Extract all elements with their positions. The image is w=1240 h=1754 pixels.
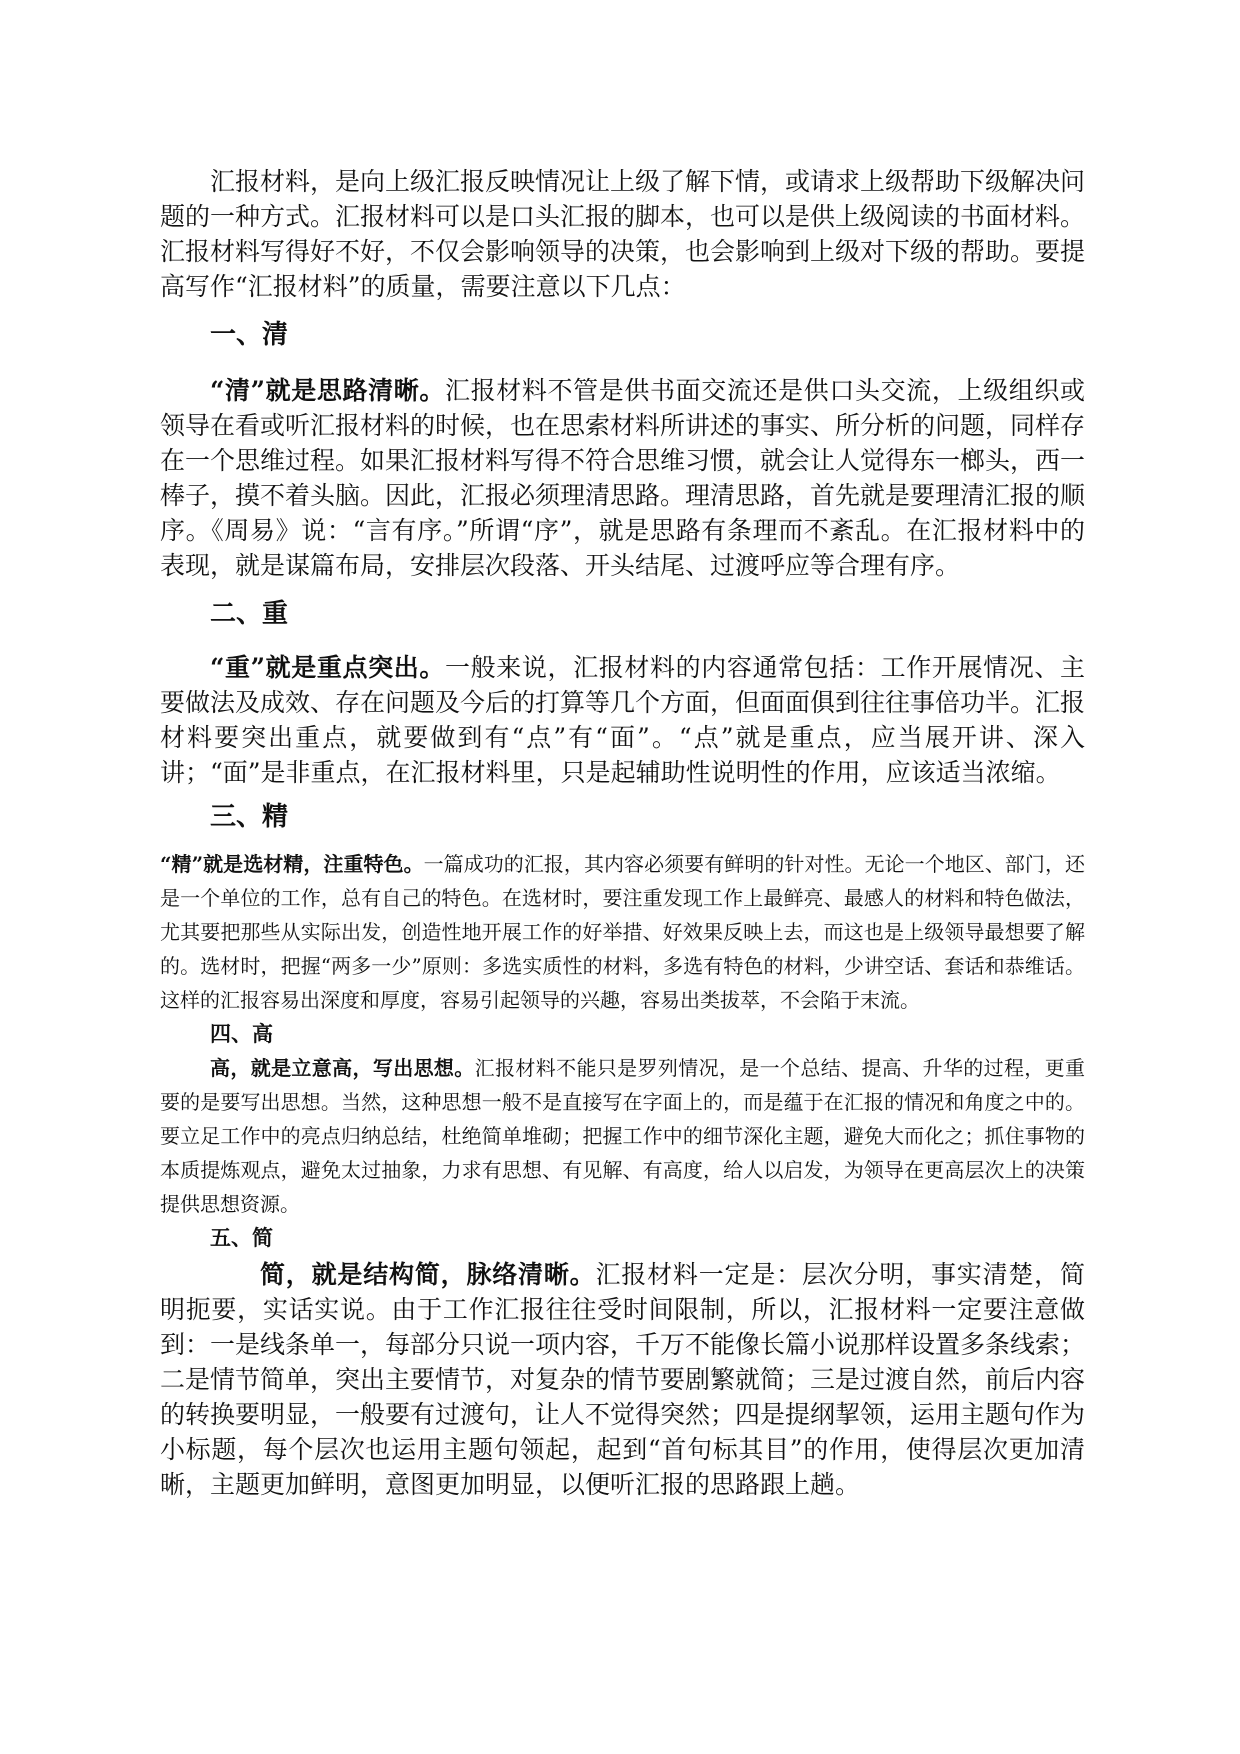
section-paragraph-qing <box>160 373 1085 583</box>
section-lead-jian: 简，就是结构简，脉络清晰。 <box>260 1260 596 1289</box>
section-body-gao: 汇报材料不能只是罗列情况，是一个总结、提高、升华的过程，更重要的是要写出思想。当然，这种思想一般不是直接写在字面上的，而是蕴于在汇报的情况和角度之中的。要立足工作中的亮点归纳总结，杜绝简单堆砌；把握工作中的细节深化主题，避免大而化之；抓住事物的本质提炼观点，避免太过抽象，力求有思想、有见解、有高度，给人以启发，为领导在更高层次上的决策提供思想资源。 <box>160 1056 1086 1216</box>
section-lead-jing: “精”就是选材精，注重特色。 <box>160 852 424 876</box>
section-heading-jing: 三、精 <box>210 802 289 832</box>
section-body-zhong: 一般来说，汇报材料的内容通常包括：工作开展情况、主要做法及成效、存在问题及今后的打算等几个方面，但面面俱到往往事倍功半。汇报材料要突出重点，就要做到有“点”有“面”。“点”就是重点，应当展开讲、深入讲；“面”是非重点，在汇报材料里，只是起辅助性说明性的作用，应该适当浓缩。 <box>160 653 1086 787</box>
section-lead-qing: “清”就是思路清晰。 <box>210 376 446 405</box>
section-paragraph-jian <box>160 1257 1085 1502</box>
section-heading-gao: 四、高 <box>210 1021 273 1046</box>
document-page <box>160 164 1085 1502</box>
section-paragraph-jing <box>160 847 1085 1017</box>
section-heading-zhong: 二、重 <box>210 599 289 629</box>
section-heading-qing: 一、清 <box>210 320 289 350</box>
section-body-jing: 一篇成功的汇报，其内容必须要有鲜明的针对性。无论一个地区、部门，还是一个单位的工作，总有自己的特色。在选材时，要注重发现工作上最鲜亮、最感人的材料和特色做法，尤其要把那些从实际出发，创造性地开展工作的好举措、好效果反映上去，而这也是上级领导最想要了解的。选材时，把握“两多一少”原则：多选实质性的材料，多选有特色的材料，少讲空话、套话和恭维话。这样的汇报容易出深度和厚度，容易引起领导的兴趣，容易出类拔萃，不会陷于末流。 <box>160 852 1086 1012</box>
section-lead-zhong: “重”就是重点突出。 <box>210 653 446 682</box>
section-lead-gao: 高，就是立意高，写出思想。 <box>210 1056 475 1080</box>
section-paragraph-zhong <box>160 650 1085 790</box>
section-body-qing: 汇报材料不管是供书面交流还是供口头交流，上级组织或领导在看或听汇报材料的时候，也在思索材料所讲述的事实、所分析的问题，同样存在一个思维过程。如果汇报材料写得不符合思维习惯，就会让人觉得东一榔头，西一棒子，摸不着头脑。因此，汇报必须理清思路。理清思路，首先就是要理清汇报的顺序。《周易》说：“言有序。”所谓“序”，就是思路有条理而不紊乱。在汇报材料中的表现，就是谋篇布局，安排层次段落、开头结尾、过渡呼应等合理有序。 <box>160 376 1086 580</box>
intro-paragraph: 汇报材料，是向上级汇报反映情况让上级了解下情，或请求上级帮助下级解决问题的一种方式。汇报材料可以是口头汇报的脚本，也可以是供上级阅读的书面材料。汇报材料写得好不好，不仅会影响领导的决策，也会影响到上级对下级的帮助。要提高写作“汇报材料”的质量，需要注意以下几点： <box>160 167 1086 301</box>
section-heading-jian: 五、简 <box>210 1225 273 1250</box>
section-body-jian: 汇报材料一定是：层次分明，事实清楚，简明扼要，实话实说。由于工作汇报往往受时间限制，所以，汇报材料一定要注意做到：一是线条单一，每部分只说一项内容，千万不能像长篇小说那样设置多条线索；二是情节简单，突出主要情节，对复杂的情节要剧繁就简；三是过渡自然，前后内容的转换要明显，一般要有过渡句，让人不觉得突然；四是提纲挈领，运用主题句作为小标题，每个层次也运用主题句领起，起到“首句标其目”的作用，使得层次更加清晰，主题更加鲜明，意图更加明显，以便听汇报的思路跟上趟。 <box>160 1260 1086 1499</box>
section-paragraph-gao <box>160 1051 1085 1221</box>
